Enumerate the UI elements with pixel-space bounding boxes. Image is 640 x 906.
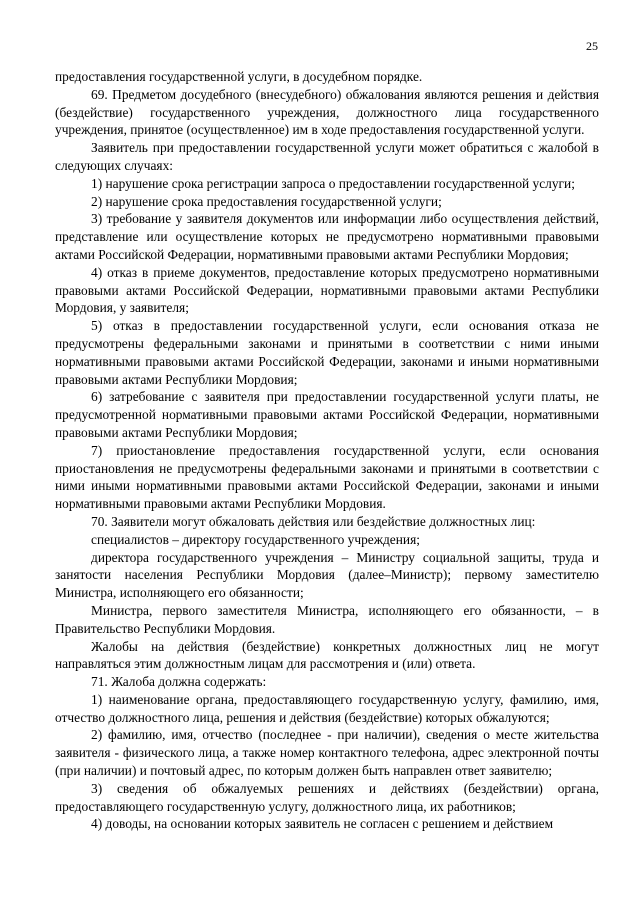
page-number: 25 (586, 39, 598, 53)
list-item-7: 7) приостановление предоставления государственной услуги, если основания приостановления не предусмотрены федеральными законами и принятыми в соответствии с ними иными нормативными правовыми актами Российской Федерации, законами и иными нормативными правовыми актами Республики Мордовия. (55, 442, 599, 512)
list-item-6: 6) затребование с заявителя при предоставлении государственной услуги платы, не предусмотренной нормативными правовыми актами Российской Федерации, нормативными правовыми актами Республики Мордовия; (55, 389, 599, 440)
paragraph-70: 70. Заявители могут обжаловать действия или бездействие должностных лиц: (91, 513, 536, 529)
list-item-1: 1) нарушение срока регистрации запроса о предоставлении государственной услуги; (91, 175, 575, 191)
paragraph-complaints-restriction: Жалобы на действия (бездействие) конкретных должностных лиц не могут направляться этим должностным лицам для рассмотрения и (или) ответа. (55, 638, 599, 672)
paragraph-complaint-cases-intro: Заявитель при предоставлении государственной услуги может обратиться с жалобой в следующих случаях: (55, 140, 599, 173)
paragraph-continuation: предоставления государственной услуги, в досудебном порядке. (55, 69, 423, 84)
content-item-4: 4) доводы, на основании которых заявитель не согласен с решением и действием (91, 816, 554, 832)
list-item-5: 5) отказ в предоставлении государственной услуги, если основания отказа не предусмотрены федеральными законами и принятыми в соответствии с ними иными нормативными правовыми актами Российской Федерации, законами и иными нормативными правовыми актами Республики Мордовия; (55, 318, 599, 387)
paragraph-specialists: специалистов – директору государственного учреждения; (91, 531, 420, 547)
content-item-1: 1) наименование органа, предоставляющего государственную услугу, фамилию, имя, отчество должностного лица, решения и действия (бездействие) которых обжалуются; (55, 691, 599, 725)
paragraph-71: 71. Жалоба должна содержать: (91, 674, 267, 690)
content-item-3: 3) сведения об обжалуемых решениях и действиях (бездействии) органа, предоставляющего государственную услугу, должностного лица, их работников; (55, 780, 599, 814)
paragraph-69: 69. Предметом досудебного (внесудебного) обжалования являются решения и действия (бездействие) государственного учреждения, должностного лица государственного учреждения, принятое (осуществленное) им в ходе предоставления государственной услуги. (55, 86, 599, 138)
list-item-3: 3) требование у заявителя документов или информации либо осуществления действий, представление или осуществление которых не предусмотрено нормативными правовыми актами Российской Федерации, нормативными правовыми актами Республики Мордовия; (55, 211, 599, 262)
list-item-4: 4) отказ в приеме документов, предоставление которых предусмотрено нормативными правовыми актами Российской Федерации, нормативными правовыми актами Республики Мордовия, у заявителя; (55, 264, 599, 316)
document-body (55, 68, 599, 833)
paragraph-minister: Министра, первого заместителя Министра, исполняющего его обязанности, – в Правительство Республики Мордовия. (55, 602, 599, 636)
list-item-2: 2) нарушение срока предоставления государственной услуги; (91, 193, 442, 209)
paragraph-director: директора государственного учреждения – Министру социальной защиты, труда и занятости населения Республики Мордовия (далее–Министр); первому заместителю Министра, исполняющего его обязанности; (55, 549, 599, 601)
content-item-2: 2) фамилию, имя, отчество (последнее - при наличии), сведения о месте жительства заявителя - физического лица, а также номер контактного телефона, адрес электронной почты (при наличии) и почтовый адрес, по которым должен быть направлен ответ заявителю; (55, 727, 599, 779)
